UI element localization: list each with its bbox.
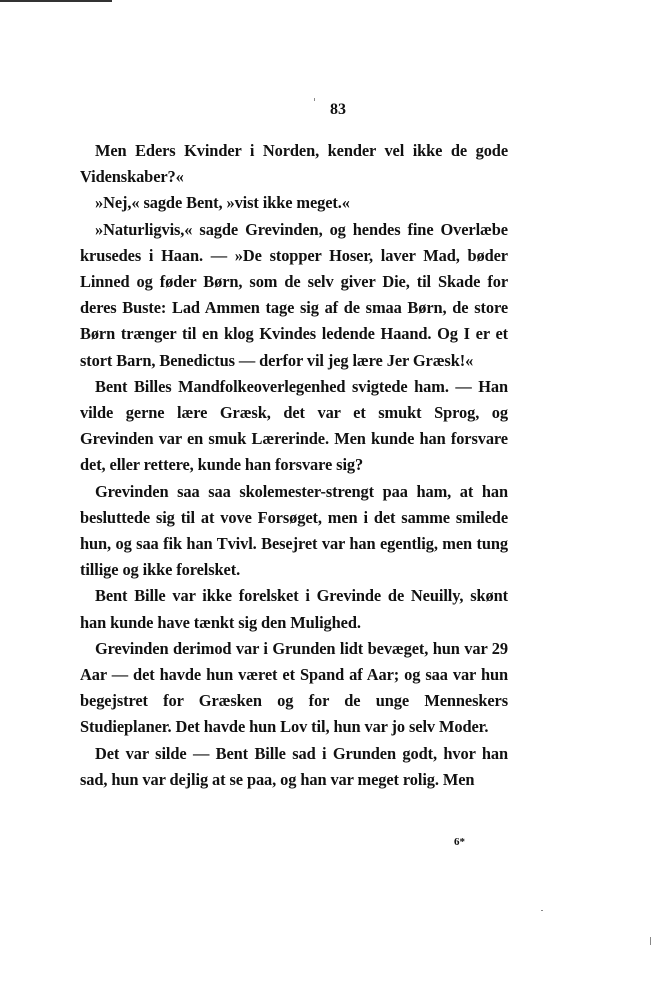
scan-speck — [541, 910, 543, 911]
paragraph: Grevinden derimod var i Grunden lidt bevæget, hun var 29 Aar — det havde hun været et Spand af Aar; og saa var hun begejstret for Græsken og for de unge Menneskers Studieplaner. Det havde hun Lov til, hun var jo selv Moder. — [80, 638, 508, 737]
paragraph: Grevinden saa saa skolemester-strengt paa ham, at han besluttede sig til at vove Forsøget, men i det samme smilede hun, og saa fik han Tvivl. Besejret var han egentlig, men tung tillige og ikke forelsket. — [80, 481, 508, 580]
body-text — [80, 138, 508, 793]
paragraph: Det var silde — Bent Bille sad i Grunden godt, hvor han sad, hun var dejlig at se paa, og han var meget rolig. Men — [80, 743, 508, 789]
paragraph: »Naturligvis,« sagde Grevinden, og hendes fine Overlæbe krusedes i Haan. — »De stopper Hoser, laver Mad, bøder Linned og føder Børn, som de selv giver Die, til Skade for deres Buste: Lad Ammen tage sig af de smaa Børn, de store Børn trænger til en klog Kvindes ledende Haand. Og I er et stort Barn, Benedictus — derfor vil jeg lære Jer Græsk!« — [80, 219, 508, 370]
scan-speck — [650, 937, 651, 945]
paragraph: Men Eders Kvinder i Norden, kender vel ikke de gode Videnskaber?« — [80, 141, 508, 187]
paragraph: Bent Billes Mandfolkeoverlegenhed svigtede ham. — Han vilde gerne lære Græsk, det var et smukt Sprog, og Grevinden var en smuk Lærerinde. Men kunde han forsvare det, eller rettere, kunde han forsvare sig? — [80, 376, 508, 475]
page-number: 83 — [330, 101, 346, 118]
paragraph: Bent Bille var ikke forelsket i Grevinde de Neuilly, skønt han kunde have tænkt sig den Mulighed. — [80, 586, 508, 632]
paragraph: »Nej,« sagde Bent, »vist ikke meget.« — [95, 193, 350, 213]
signature-mark: 6* — [454, 836, 465, 848]
top-rule — [0, 0, 112, 2]
scan-speck — [314, 98, 315, 101]
